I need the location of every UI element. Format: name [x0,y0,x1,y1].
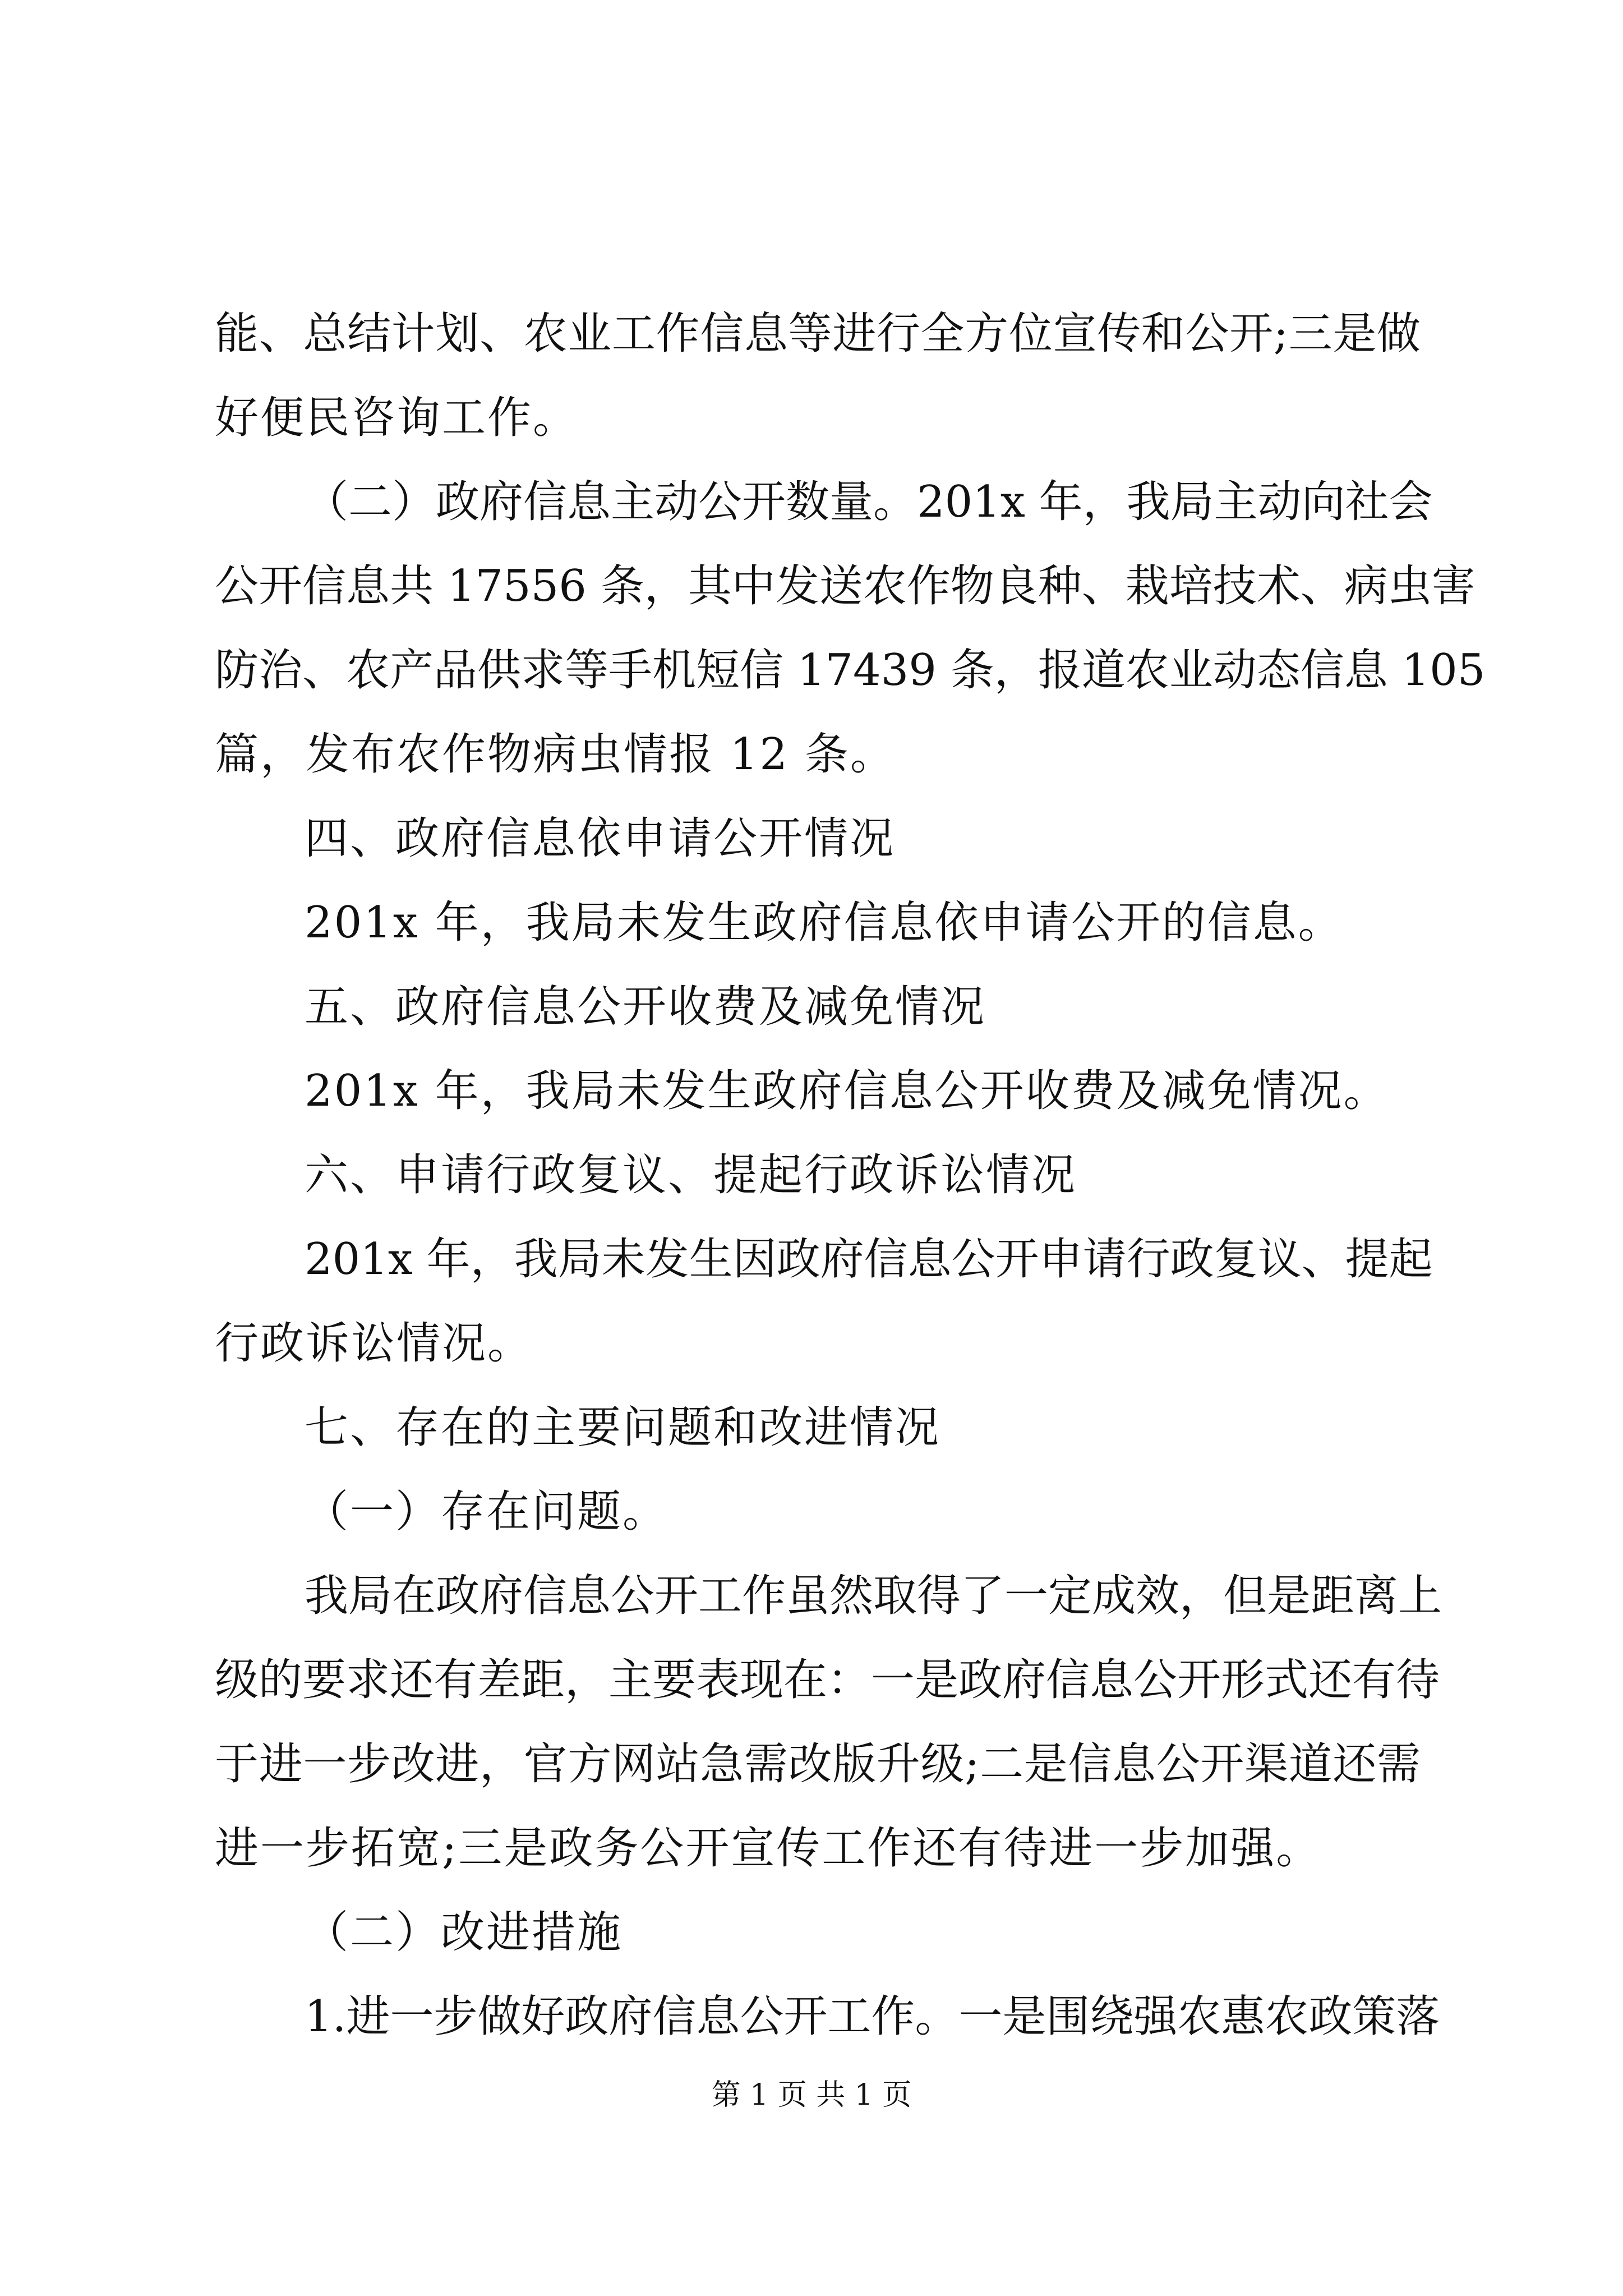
section-heading: 六、申请行政复议、提起行政诉讼情况 [305,1150,1077,1200]
text-line: 进一步拓宽;三是政务公开宣传工作还有待进一步加强。 [215,1823,1322,1874]
page-footer: 第 1 页 共 1 页 [711,2078,912,2112]
text-line: 我局在政府信息公开工作虽然取得了一定成效，但是距离上 [305,1571,1442,1621]
text-line: （二）政府信息主动公开数量。201x 年，我局主动向社会 [305,477,1433,527]
text-line: 201x 年，我局未发生政府信息公开收费及减免情况。 [305,1066,1389,1116]
text-line: 于进一步改进，官方网站急需改版升级;二是信息公开渠道还需 [215,1739,1421,1789]
text-line: 能、总结计划、农业工作信息等进行全方位宣传和公开;三是做 [215,309,1421,359]
text-line: 201x 年，我局未发生政府信息依申请公开的信息。 [305,898,1344,948]
section-heading: 四、政府信息依申请公开情况 [305,813,896,864]
subsection-heading: （一）存在问题。 [305,1487,668,1537]
text-line: 好便民咨询工作。 [215,393,579,443]
text-line: 201x 年，我局未发生因政府信息公开申请行政复议、提起 [305,1234,1433,1285]
section-heading: 七、存在的主要问题和改进情况 [305,1402,941,1453]
text-line: 1.进一步做好政府信息公开工作。一是围绕强农惠农政策落 [305,1991,1440,2042]
text-line: 篇，发布农作物病虫情报 12 条。 [215,729,896,780]
section-heading: 五、政府信息公开收费及减免情况 [305,982,986,1032]
text-line: 防治、农产品供求等手机短信 17439 条，报道农业动态信息 105 [215,645,1486,696]
text-line: 级的要求还有差距，主要表现在：一是政府信息公开形式还有待 [215,1655,1440,1705]
text-line: 行政诉讼情况。 [215,1318,533,1369]
subsection-heading: （二）改进措施 [305,1907,623,1958]
text-line: 公开信息共 17556 条，其中发送农作物良种、栽培技术、病虫害 [215,561,1476,611]
